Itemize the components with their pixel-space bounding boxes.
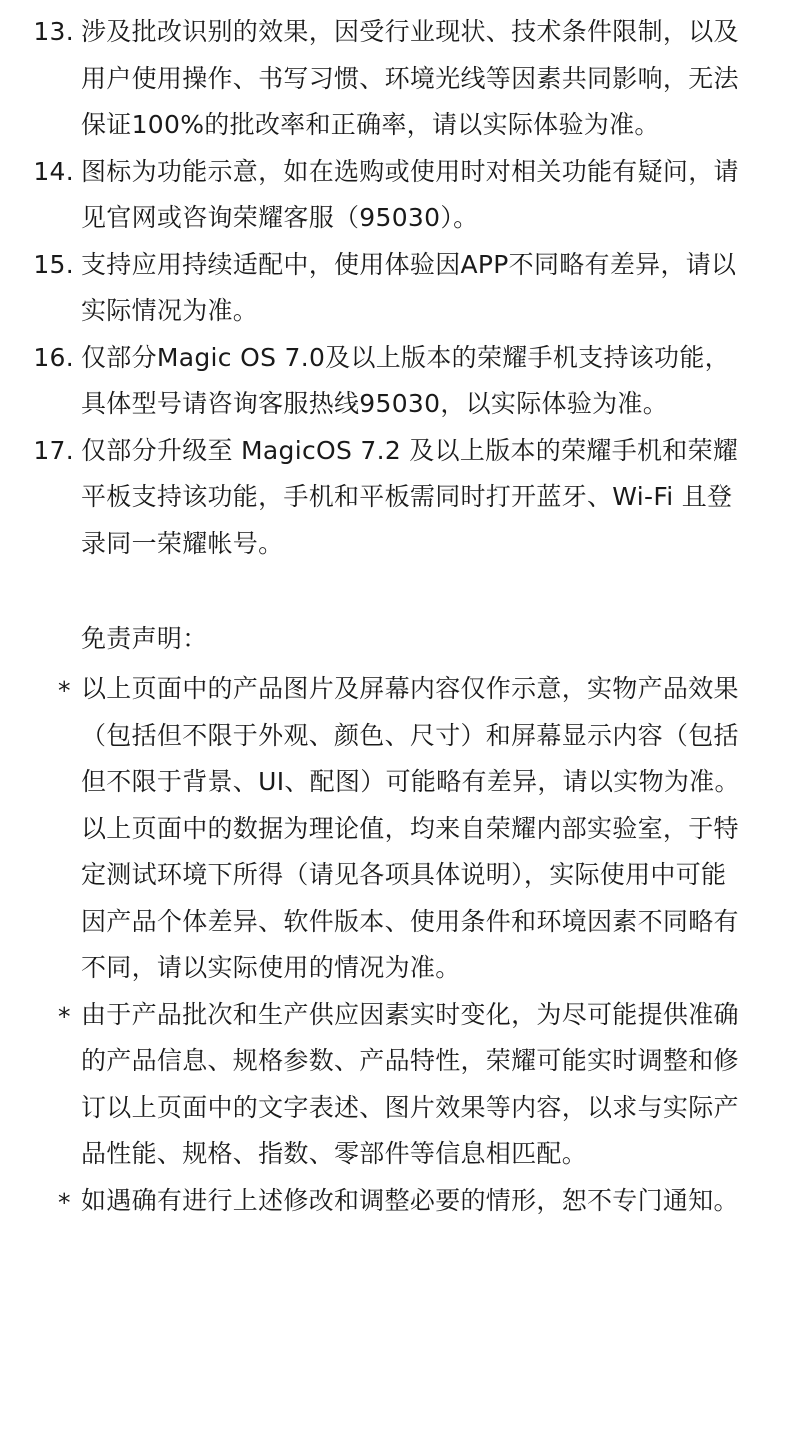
asterisk-bullet: * — [58, 1187, 71, 1217]
note-number: 14. — [33, 156, 74, 186]
disclaimer-paragraph: 由于产品批次和生产供应因素实时变化，为尽可能提供准确的产品信息、规格参数、产品特性，荣耀可能实时调整和修订以上页面中的文字表述、图片效果等内容，以求与实际产品性能、规格、指数、零部件等信息相匹配。 — [81, 999, 739, 1168]
disclaimer-item — [0, 992, 790, 1178]
disclaimer-item — [0, 666, 790, 992]
note-number: 15. — [33, 249, 74, 279]
asterisk-bullet: * — [58, 1001, 71, 1031]
note-number: 13. — [33, 17, 74, 46]
note-number: 17. — [33, 435, 74, 465]
note-text: 仅部分Magic OS 7.0及以上版本的荣耀手机支持该功能，具体型号请咨询客服热线95030，以实际体验为准。 — [81, 342, 730, 418]
disclaimer-list — [0, 666, 790, 1224]
note-text: 仅部分升级至 MagicOS 7.2 及以上版本的荣耀手机和荣耀平板支持该功能，手机和平板需同时打开蓝牙、Wi-Fi 且登录同一荣耀帐号。 — [81, 435, 739, 558]
note-text: 支持应用持续适配中，使用体验因APP不同略有差异，请以实际情况为准。 — [81, 249, 737, 325]
note-number: 16. — [33, 342, 74, 372]
note-text: 涉及批改识别的效果，因受行业现状、技术条件限制，以及用户使用操作、书写习惯、环境光线等因素共同影响，无法保证100%的批改率和正确率，请以实际体验为准。 — [81, 17, 739, 139]
note-item — [0, 428, 790, 568]
note-text: 图标为功能示意，如在选购或使用时对相关功能有疑问，请见官网或咨询荣耀客服（95030）。 — [81, 156, 739, 232]
numbered-notes — [0, 9, 790, 567]
note-item — [0, 149, 790, 242]
disclaimer-paragraph: 如遇确有进行上述修改和调整必要的情形，恕不专门通知。 — [81, 1185, 739, 1215]
note-item — [0, 242, 790, 335]
disclaimer-title: 免责声明： — [81, 624, 208, 653]
note-item — [0, 9, 790, 149]
disclaimer-paragraph: 以上页面中的产品图片及屏幕内容仅作示意，实物产品效果（包括但不限于外观、颜色、尺寸）和屏幕显示内容（包括但不限于背景、UI、配图）可能略有差异，请以实物为准。 — [81, 674, 740, 796]
note-item — [0, 335, 790, 428]
asterisk-bullet: * — [58, 676, 71, 705]
disclaimer-paragraph: 以上页面中的数据为理论值，均来自荣耀内部实验室，于特定测试环境下所得（请见各项具体说明），实际使用中可能因产品个体差异、软件版本、使用条件和环境因素不同略有不同，请以实际使用的情况为准。 — [81, 813, 739, 982]
disclaimer-item — [0, 1178, 790, 1225]
